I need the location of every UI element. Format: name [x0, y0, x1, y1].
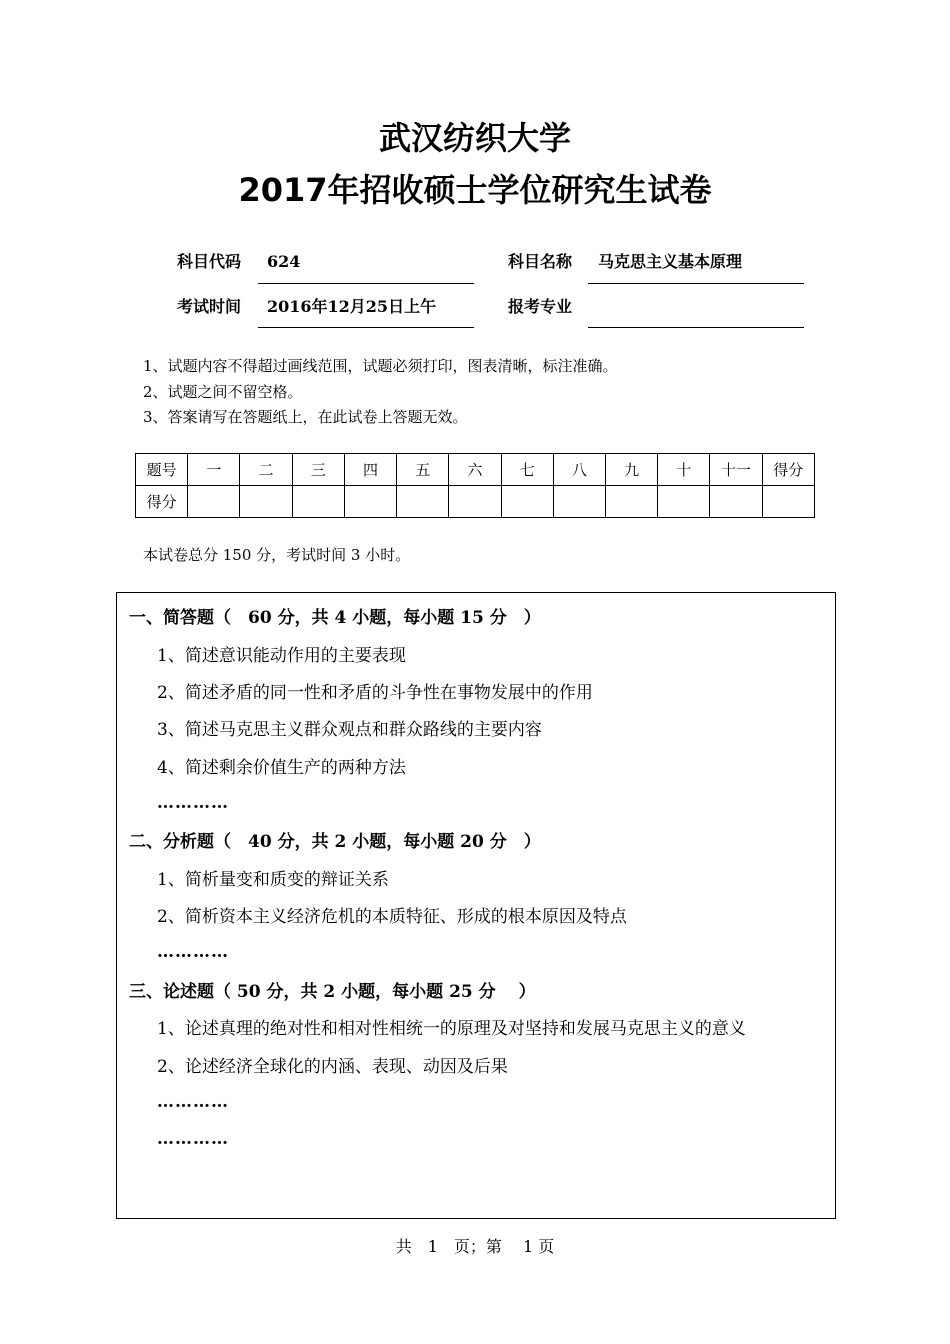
score-cell	[344, 486, 396, 518]
score-row-label: 得分	[136, 486, 188, 518]
question-item: 2、简析资本主义经济危机的本质特征、形成的根本原因及特点	[157, 907, 627, 927]
subject-name-label: 科目名称	[508, 252, 573, 271]
exam-time-value: 2016年12月25日上午	[267, 297, 437, 316]
exam-notes	[143, 354, 618, 431]
section-title: 三、论述题（ 50 分，共 2 小题，每小题 25 分 ）	[129, 982, 536, 1002]
subject-code-underline	[258, 283, 474, 284]
score-cell	[188, 486, 240, 518]
subject-name-underline	[588, 283, 804, 284]
note-line: 1、试题内容不得超过画线范围，试题必须打印，图表清晰，标注准确。	[143, 357, 618, 375]
score-table-cell: 二	[240, 454, 292, 486]
score-table-cell: 一	[188, 454, 240, 486]
score-cell	[605, 486, 657, 518]
score-cell	[501, 486, 553, 518]
score-table-cell: 得分	[762, 454, 814, 486]
exam-title: 2017年招收硕士学位研究生试卷	[238, 171, 712, 209]
subject-code-label: 科目代码	[177, 252, 242, 271]
section-title: 二、分析题（ 40 分，共 2 小题，每小题 20 分 ）	[129, 832, 541, 852]
score-cell	[658, 486, 710, 518]
section-title: 一、简答题（ 60 分，共 4 小题，每小题 15 分 ）	[129, 608, 541, 628]
subject-code-value: 624	[267, 252, 301, 271]
page-footer: 共 1 页；第 1 页	[395, 1237, 555, 1256]
question-item: 2、论述经济全球化的内涵、表现、动因及后果	[157, 1057, 508, 1077]
ellipsis: …………	[157, 1092, 229, 1112]
score-cell	[292, 486, 344, 518]
score-cell	[553, 486, 605, 518]
score-cell	[449, 486, 501, 518]
question-item: 1、论述真理的绝对性和相对性相统一的原理及对坚持和发展马克思主义的意义	[157, 1019, 746, 1039]
question-item: 3、简述马克思主义群众观点和群众路线的主要内容	[157, 720, 542, 740]
question-item: 1、简述意识能动作用的主要表现	[157, 646, 406, 666]
ellipsis: …………	[157, 1129, 229, 1149]
question-item: 1、简析量变和质变的辩证关系	[157, 870, 389, 890]
ellipsis: …………	[157, 793, 229, 813]
question-item: 4、简述剩余价值生产的两种方法	[157, 758, 406, 778]
question-item: 2、简述矛盾的同一性和矛盾的斗争性在事物发展中的作用	[157, 683, 593, 703]
score-cell	[397, 486, 449, 518]
score-table-cell: 十	[658, 454, 710, 486]
score-table-cell: 题号	[136, 454, 188, 486]
score-table-cell: 六	[449, 454, 501, 486]
score-cell	[762, 486, 814, 518]
ellipsis: …………	[157, 942, 229, 962]
score-table-header-row	[136, 454, 815, 486]
score-table-score-row	[136, 486, 815, 518]
score-table	[135, 453, 815, 518]
score-table-cell: 七	[501, 454, 553, 486]
score-table-cell: 八	[553, 454, 605, 486]
score-table-cell: 十一	[710, 454, 762, 486]
major-label: 报考专业	[508, 297, 573, 316]
score-cell	[240, 486, 292, 518]
note-line: 2、试题之间不留空格。	[143, 382, 303, 401]
score-cell	[710, 486, 762, 518]
note-line: 3、答案请写在答题纸上，在此试卷上答题无效。	[143, 408, 468, 426]
score-table-cell: 三	[292, 454, 344, 486]
university-title: 武汉纺织大学	[378, 119, 571, 157]
total-score-text: 本试卷总分 150 分，考试时间 3 小时。	[143, 546, 411, 564]
major-underline	[588, 327, 804, 328]
score-table-cell: 四	[344, 454, 396, 486]
subject-name-value: 马克思主义基本原理	[598, 252, 743, 271]
score-table-cell: 九	[605, 454, 657, 486]
exam-time-label: 考试时间	[177, 297, 242, 316]
exam-time-underline	[258, 327, 474, 328]
score-table-cell: 五	[397, 454, 449, 486]
